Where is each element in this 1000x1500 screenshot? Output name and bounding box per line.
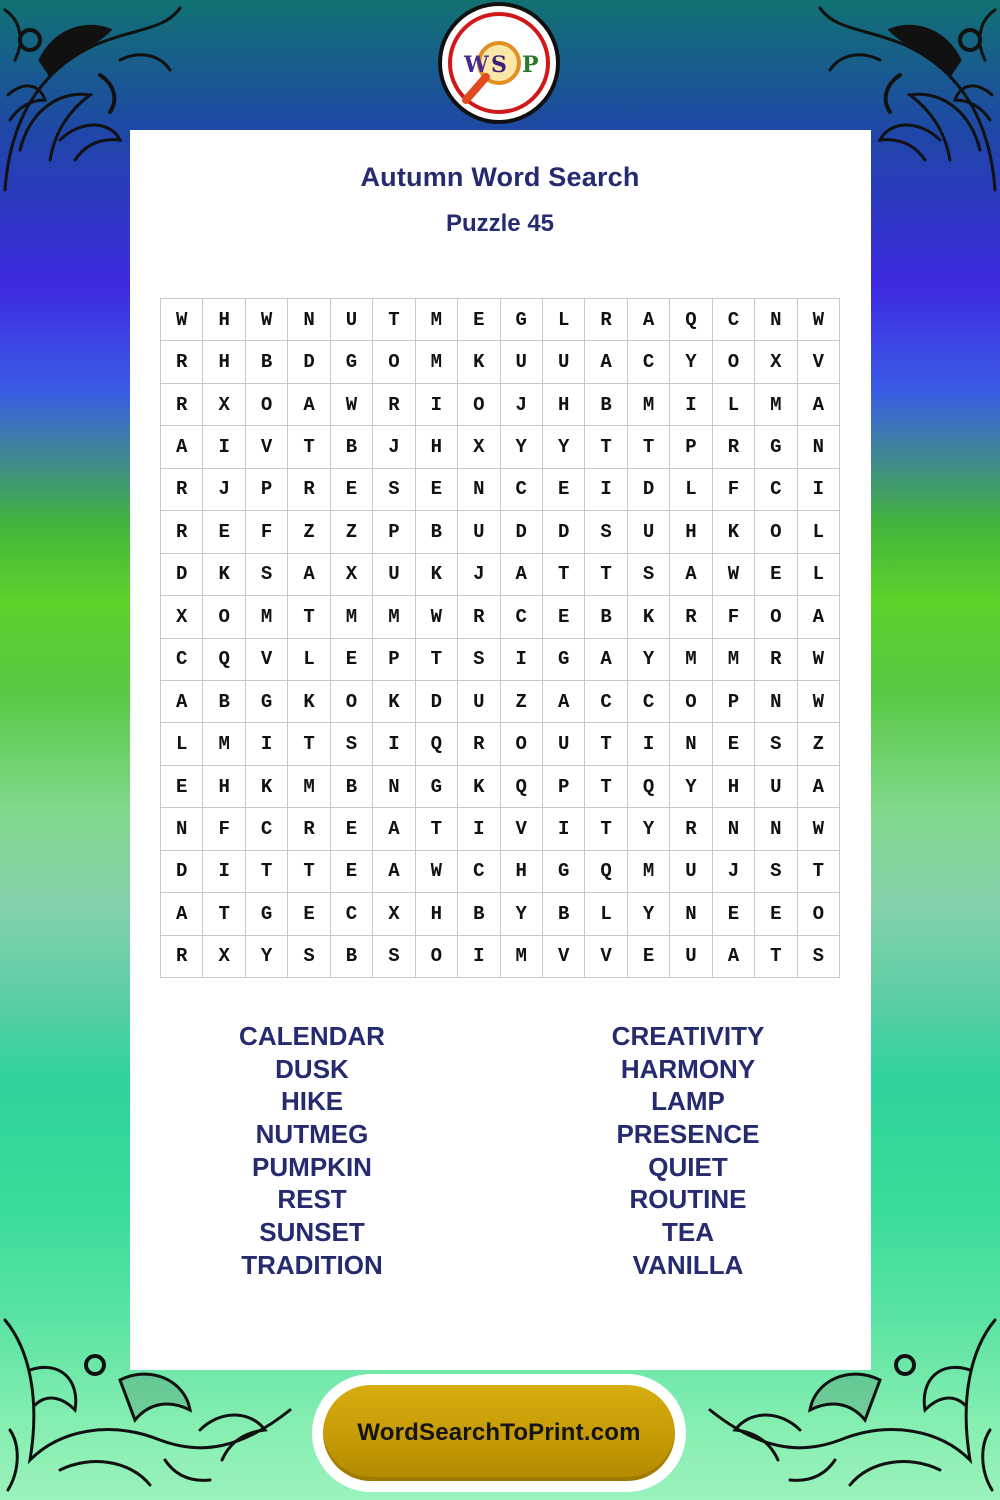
grid-cell[interactable]: G	[246, 893, 288, 935]
grid-cell[interactable]: T	[416, 639, 458, 681]
grid-cell[interactable]: B	[331, 766, 373, 808]
grid-cell[interactable]: C	[501, 596, 543, 638]
grid-cell[interactable]: O	[331, 681, 373, 723]
grid-cell[interactable]: M	[755, 384, 797, 426]
grid-cell[interactable]: A	[288, 384, 330, 426]
grid-cell[interactable]: L	[543, 299, 585, 341]
grid-cell[interactable]: C	[628, 341, 670, 383]
grid-cell[interactable]: E	[161, 766, 203, 808]
grid-cell[interactable]: E	[331, 851, 373, 893]
grid-cell[interactable]: I	[798, 469, 840, 511]
grid-cell[interactable]: T	[288, 723, 330, 765]
grid-cell[interactable]: W	[416, 596, 458, 638]
page-title: Autumn Word Search	[360, 162, 640, 192]
grid-cell[interactable]: K	[628, 596, 670, 638]
word-list-item: CALENDAR	[239, 1021, 385, 1051]
grid-cell[interactable]: W	[713, 554, 755, 596]
word-list-item: VANILLA	[632, 1249, 744, 1280]
grid-cell[interactable]: X	[373, 893, 415, 935]
grid-cell[interactable]: T	[755, 936, 797, 978]
grid-cell[interactable]: Y	[501, 893, 543, 935]
grid-cell[interactable]: E	[755, 893, 797, 935]
grid-cell[interactable]: M	[628, 851, 670, 893]
grid-cell[interactable]: D	[543, 511, 585, 553]
grid-cell[interactable]: S	[628, 554, 670, 596]
grid-cell[interactable]: J	[713, 851, 755, 893]
grid-cell[interactable]: X	[755, 341, 797, 383]
grid-cell[interactable]: X	[331, 554, 373, 596]
grid-cell[interactable]: E	[331, 808, 373, 850]
grid-cell[interactable]: E	[331, 469, 373, 511]
grid-cell[interactable]: E	[543, 469, 585, 511]
grid-cell[interactable]: L	[288, 639, 330, 681]
grid-cell[interactable]: F	[203, 808, 245, 850]
grid-cell[interactable]: C	[501, 469, 543, 511]
logo-letter-p: P	[522, 52, 539, 78]
grid-cell[interactable]: L	[798, 554, 840, 596]
grid-cell[interactable]: R	[161, 384, 203, 426]
grid-cell[interactable]: U	[543, 341, 585, 383]
grid-cell[interactable]: E	[458, 299, 500, 341]
grid-cell[interactable]: G	[331, 341, 373, 383]
grid-cell[interactable]: M	[416, 299, 458, 341]
grid-cell[interactable]: U	[373, 554, 415, 596]
grid-cell[interactable]: R	[288, 808, 330, 850]
grid-cell[interactable]: N	[373, 766, 415, 808]
grid-cell[interactable]: K	[288, 681, 330, 723]
grid-cell[interactable]: V	[543, 936, 585, 978]
grid-cell[interactable]: U	[628, 511, 670, 553]
grid-cell[interactable]: U	[458, 681, 500, 723]
grid-cell[interactable]: A	[670, 554, 712, 596]
grid-cell[interactable]: N	[755, 681, 797, 723]
grid-cell[interactable]: I	[670, 384, 712, 426]
grid-cell[interactable]: W	[161, 299, 203, 341]
grid-cell[interactable]: M	[331, 596, 373, 638]
grid-cell[interactable]: O	[203, 596, 245, 638]
grid-cell[interactable]: R	[670, 596, 712, 638]
grid-cell[interactable]: L	[798, 511, 840, 553]
grid-cell[interactable]: L	[585, 893, 627, 935]
grid-cell[interactable]: T	[288, 426, 330, 468]
letter-grid	[160, 298, 840, 978]
grid-cell[interactable]: X	[203, 384, 245, 426]
grid-cell[interactable]: W	[798, 639, 840, 681]
grid-cell[interactable]: B	[331, 936, 373, 978]
grid-cell[interactable]: O	[416, 936, 458, 978]
grid-cell[interactable]: O	[458, 384, 500, 426]
grid-cell[interactable]: V	[501, 808, 543, 850]
grid-cell[interactable]: A	[798, 384, 840, 426]
grid-cell[interactable]: N	[670, 723, 712, 765]
grid-cell[interactable]: C	[161, 639, 203, 681]
grid-cell[interactable]: Q	[501, 766, 543, 808]
grid-cell[interactable]: W	[331, 384, 373, 426]
grid-cell[interactable]: M	[628, 384, 670, 426]
grid-cell[interactable]: G	[416, 766, 458, 808]
grid-cell[interactable]: R	[161, 511, 203, 553]
grid-cell[interactable]: T	[373, 299, 415, 341]
grid-cell[interactable]: O	[373, 341, 415, 383]
grid-cell[interactable]: E	[628, 936, 670, 978]
grid-cell[interactable]: V	[585, 936, 627, 978]
grid-cell[interactable]: S	[331, 723, 373, 765]
grid-cell[interactable]: G	[501, 299, 543, 341]
grid-cell[interactable]: K	[458, 766, 500, 808]
grid-cell[interactable]: B	[458, 893, 500, 935]
grid-cell[interactable]: L	[670, 469, 712, 511]
grid-cell[interactable]: M	[501, 936, 543, 978]
grid-cell[interactable]: Z	[288, 511, 330, 553]
grid-cell[interactable]: K	[203, 554, 245, 596]
grid-cell[interactable]: I	[543, 808, 585, 850]
grid-cell[interactable]: Q	[585, 851, 627, 893]
grid-cell[interactable]: N	[161, 808, 203, 850]
grid-cell[interactable]: G	[755, 426, 797, 468]
word-list-item: PUMPKIN	[252, 1151, 372, 1182]
grid-cell[interactable]: A	[798, 596, 840, 638]
grid-cell[interactable]: P	[373, 511, 415, 553]
grid-cell[interactable]: Y	[628, 893, 670, 935]
grid-cell[interactable]: A	[161, 426, 203, 468]
grid-cell[interactable]: A	[161, 681, 203, 723]
grid-cell[interactable]: I	[585, 469, 627, 511]
grid-cell[interactable]: V	[246, 426, 288, 468]
logo-letter-w: W	[464, 52, 489, 78]
grid-cell[interactable]: T	[246, 851, 288, 893]
grid-cell[interactable]: K	[713, 511, 755, 553]
grid-cell[interactable]: T	[585, 766, 627, 808]
grid-cell[interactable]: S	[373, 936, 415, 978]
grid-cell[interactable]: R	[585, 299, 627, 341]
grid-cell[interactable]: B	[416, 511, 458, 553]
word-list-item: DUSK	[275, 1053, 349, 1084]
grid-cell[interactable]: A	[501, 554, 543, 596]
grid-cell[interactable]: K	[246, 766, 288, 808]
word-list-item: LAMP	[651, 1086, 725, 1117]
grid-cell[interactable]: R	[458, 596, 500, 638]
grid-cell[interactable]: B	[543, 893, 585, 935]
grid-cell[interactable]: A	[628, 299, 670, 341]
grid-cell[interactable]: R	[458, 723, 500, 765]
grid-cell[interactable]: S	[585, 511, 627, 553]
grid-cell[interactable]: A	[713, 936, 755, 978]
grid-cell[interactable]: H	[501, 851, 543, 893]
grid-cell[interactable]: O	[246, 384, 288, 426]
grid-cell[interactable]: A	[585, 639, 627, 681]
grid-cell[interactable]: S	[288, 936, 330, 978]
grid-cell[interactable]: W	[798, 681, 840, 723]
grid-cell[interactable]: R	[670, 808, 712, 850]
grid-cell[interactable]: A	[161, 893, 203, 935]
grid-cell[interactable]: S	[373, 469, 415, 511]
grid-cell[interactable]: H	[203, 299, 245, 341]
grid-cell[interactable]: I	[373, 723, 415, 765]
grid-cell[interactable]: Y	[670, 766, 712, 808]
site-footer-link[interactable]: WordSearchToPrint.com	[323, 1385, 675, 1481]
word-list-item: ROUTINE	[629, 1184, 747, 1215]
grid-cell[interactable]: G	[543, 639, 585, 681]
grid-cell[interactable]: P	[670, 426, 712, 468]
grid-cell[interactable]: M	[288, 766, 330, 808]
grid-cell[interactable]: C	[246, 808, 288, 850]
grid-cell[interactable]: A	[543, 681, 585, 723]
wsp-logo	[438, 2, 560, 124]
grid-cell[interactable]: S	[755, 851, 797, 893]
grid-cell[interactable]: N	[755, 299, 797, 341]
word-list-item: PRESENCE	[616, 1119, 760, 1150]
grid-cell[interactable]: O	[670, 681, 712, 723]
grid-cell[interactable]: I	[458, 936, 500, 978]
grid-cell[interactable]: E	[331, 639, 373, 681]
grid-cell[interactable]: C	[713, 299, 755, 341]
grid-cell[interactable]: T	[543, 554, 585, 596]
grid-cell[interactable]: D	[288, 341, 330, 383]
grid-cell[interactable]: N	[458, 469, 500, 511]
grid-cell[interactable]: N	[288, 299, 330, 341]
grid-cell[interactable]: I	[203, 426, 245, 468]
grid-cell[interactable]: J	[501, 384, 543, 426]
grid-cell[interactable]: I	[458, 808, 500, 850]
grid-cell[interactable]: H	[203, 341, 245, 383]
grid-cell[interactable]: C	[585, 681, 627, 723]
grid-cell[interactable]: R	[161, 936, 203, 978]
grid-cell[interactable]: T	[798, 851, 840, 893]
grid-cell[interactable]: G	[246, 681, 288, 723]
grid-cell[interactable]: Q	[628, 766, 670, 808]
grid-cell[interactable]: T	[585, 723, 627, 765]
grid-cell[interactable]: L	[161, 723, 203, 765]
grid-cell[interactable]: W	[798, 808, 840, 850]
grid-cell[interactable]: B	[585, 384, 627, 426]
puzzle-number: Puzzle 45	[445, 210, 555, 237]
grid-cell[interactable]: U	[458, 511, 500, 553]
grid-cell[interactable]: R	[161, 341, 203, 383]
grid-cell[interactable]: V	[246, 639, 288, 681]
word-list-item: HARMONY	[620, 1053, 756, 1084]
grid-cell[interactable]: Y	[501, 426, 543, 468]
grid-cell[interactable]: R	[713, 426, 755, 468]
grid-cell[interactable]: M	[416, 341, 458, 383]
grid-cell[interactable]: U	[543, 723, 585, 765]
word-list-item: TEA	[662, 1217, 714, 1248]
grid-cell[interactable]: T	[628, 426, 670, 468]
grid-cell[interactable]: F	[713, 596, 755, 638]
grid-cell[interactable]: M	[203, 723, 245, 765]
grid-cell[interactable]: O	[755, 596, 797, 638]
grid-cell[interactable]: T	[585, 808, 627, 850]
grid-cell[interactable]: O	[501, 723, 543, 765]
grid-cell[interactable]: Y	[543, 426, 585, 468]
grid-cell[interactable]: M	[670, 639, 712, 681]
grid-cell[interactable]: O	[798, 893, 840, 935]
grid-cell[interactable]: P	[246, 469, 288, 511]
grid-cell[interactable]: Q	[203, 639, 245, 681]
grid-cell[interactable]: X	[458, 426, 500, 468]
grid-cell[interactable]: I	[416, 384, 458, 426]
grid-cell[interactable]: R	[373, 384, 415, 426]
grid-cell[interactable]: M	[246, 596, 288, 638]
grid-cell[interactable]: K	[373, 681, 415, 723]
word-list-item: CREATIVITY	[611, 1021, 765, 1051]
grid-cell[interactable]: R	[755, 639, 797, 681]
grid-cell[interactable]: I	[501, 639, 543, 681]
grid-cell[interactable]: D	[416, 681, 458, 723]
grid-cell[interactable]: T	[288, 851, 330, 893]
grid-cell[interactable]: W	[416, 851, 458, 893]
word-list-left	[162, 1020, 462, 1282]
grid-cell[interactable]: W	[798, 299, 840, 341]
grid-cell[interactable]: E	[543, 596, 585, 638]
grid-cell[interactable]: Z	[331, 511, 373, 553]
grid-cell[interactable]: M	[713, 639, 755, 681]
grid-cell[interactable]: S	[798, 936, 840, 978]
grid-cell[interactable]: Y	[628, 639, 670, 681]
grid-cell[interactable]: Q	[670, 299, 712, 341]
grid-cell[interactable]: E	[416, 469, 458, 511]
grid-cell[interactable]: N	[755, 808, 797, 850]
grid-cell[interactable]: F	[713, 469, 755, 511]
grid-cell[interactable]: Z	[501, 681, 543, 723]
grid-cell[interactable]: A	[798, 766, 840, 808]
grid-cell[interactable]: W	[246, 299, 288, 341]
grid-cell[interactable]: J	[203, 469, 245, 511]
grid-cell[interactable]: T	[203, 893, 245, 935]
grid-cell[interactable]: R	[288, 469, 330, 511]
grid-cell[interactable]: E	[713, 893, 755, 935]
grid-cell[interactable]: X	[161, 596, 203, 638]
grid-cell[interactable]: I	[628, 723, 670, 765]
grid-cell[interactable]: I	[203, 851, 245, 893]
grid-cell[interactable]: I	[246, 723, 288, 765]
grid-cell[interactable]: M	[373, 596, 415, 638]
grid-cell[interactable]: O	[713, 341, 755, 383]
grid-cell[interactable]: K	[458, 341, 500, 383]
grid-cell[interactable]: G	[543, 851, 585, 893]
grid-cell[interactable]: R	[161, 469, 203, 511]
grid-cell[interactable]: H	[670, 511, 712, 553]
grid-cell[interactable]: Y	[246, 936, 288, 978]
grid-cell[interactable]: T	[288, 596, 330, 638]
grid-cell[interactable]: U	[670, 851, 712, 893]
grid-cell[interactable]: H	[713, 766, 755, 808]
grid-cell[interactable]: N	[670, 893, 712, 935]
grid-cell[interactable]: F	[246, 511, 288, 553]
grid-cell[interactable]: A	[373, 851, 415, 893]
grid-cell[interactable]: Y	[628, 808, 670, 850]
grid-cell[interactable]: C	[331, 893, 373, 935]
grid-cell[interactable]: D	[161, 554, 203, 596]
grid-cell[interactable]: P	[543, 766, 585, 808]
grid-cell[interactable]: D	[628, 469, 670, 511]
grid-cell[interactable]: S	[246, 554, 288, 596]
grid-cell[interactable]: B	[585, 596, 627, 638]
grid-cell[interactable]: C	[458, 851, 500, 893]
grid-cell[interactable]: Y	[670, 341, 712, 383]
grid-cell[interactable]: K	[416, 554, 458, 596]
grid-cell[interactable]: V	[798, 341, 840, 383]
grid-cell[interactable]: B	[203, 681, 245, 723]
grid-cell[interactable]: D	[161, 851, 203, 893]
grid-cell[interactable]: E	[203, 511, 245, 553]
grid-cell[interactable]: B	[246, 341, 288, 383]
grid-cell[interactable]: Q	[416, 723, 458, 765]
grid-cell[interactable]: T	[585, 554, 627, 596]
grid-cell[interactable]: H	[543, 384, 585, 426]
grid-cell[interactable]: Z	[798, 723, 840, 765]
grid-cell[interactable]: H	[416, 426, 458, 468]
grid-cell[interactable]: J	[458, 554, 500, 596]
grid-cell[interactable]: S	[458, 639, 500, 681]
grid-cell[interactable]: U	[331, 299, 373, 341]
grid-cell[interactable]: T	[585, 426, 627, 468]
grid-cell[interactable]: L	[713, 384, 755, 426]
grid-cell[interactable]: D	[501, 511, 543, 553]
grid-cell[interactable]: T	[416, 808, 458, 850]
grid-cell[interactable]: A	[288, 554, 330, 596]
grid-cell[interactable]: N	[798, 426, 840, 468]
grid-cell[interactable]: H	[416, 893, 458, 935]
grid-cell[interactable]: U	[501, 341, 543, 383]
grid-cell[interactable]: A	[585, 341, 627, 383]
grid-cell[interactable]: P	[713, 681, 755, 723]
word-list-item: QUIET	[648, 1151, 728, 1182]
grid-cell[interactable]: C	[755, 469, 797, 511]
grid-cell[interactable]: E	[288, 893, 330, 935]
grid-cell[interactable]: N	[713, 808, 755, 850]
grid-cell[interactable]: S	[755, 723, 797, 765]
grid-cell[interactable]: E	[755, 554, 797, 596]
grid-cell[interactable]: A	[373, 808, 415, 850]
grid-cell[interactable]: H	[203, 766, 245, 808]
grid-cell[interactable]: O	[755, 511, 797, 553]
word-list-right	[538, 1020, 838, 1282]
grid-cell[interactable]: U	[670, 936, 712, 978]
word-list-item: SUNSET	[259, 1217, 365, 1248]
grid-cell[interactable]: J	[373, 426, 415, 468]
logo-letter-s: S	[491, 52, 507, 78]
grid-cell[interactable]: X	[203, 936, 245, 978]
word-list-item: HIKE	[280, 1086, 344, 1117]
grid-cell[interactable]: E	[713, 723, 755, 765]
grid-cell[interactable]: C	[628, 681, 670, 723]
grid-cell[interactable]: U	[755, 766, 797, 808]
grid-cell[interactable]: P	[373, 639, 415, 681]
word-list-item: NUTMEG	[255, 1119, 369, 1150]
word-list-item: TRADITION	[241, 1249, 383, 1280]
word-list-item: REST	[277, 1184, 347, 1215]
grid-cell[interactable]: B	[331, 426, 373, 468]
